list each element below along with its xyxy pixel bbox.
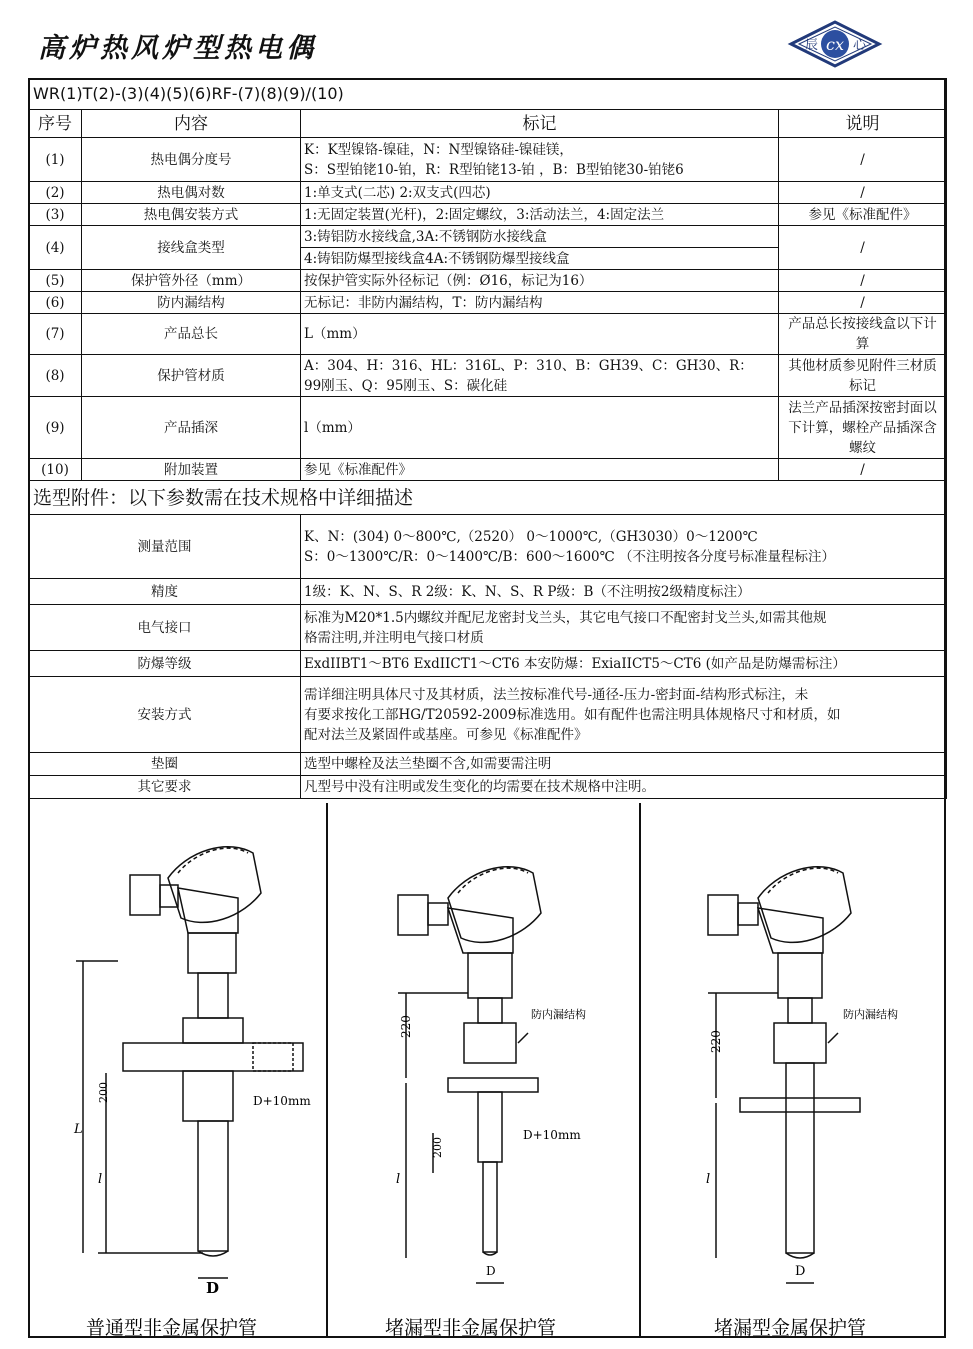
row-note: / bbox=[779, 270, 947, 292]
table-row bbox=[29, 204, 947, 226]
accessory-title: 选型附件：以下参数需在技术规格中详细描述 bbox=[29, 481, 947, 515]
dim-label-L: L bbox=[74, 1122, 83, 1137]
accessory-label: 测量范围 bbox=[29, 515, 301, 579]
logo-left-char: 辰 bbox=[805, 38, 819, 53]
row-no: (2) bbox=[29, 182, 82, 204]
leakproof-label: 防内漏结构 bbox=[531, 1008, 586, 1021]
spec-table bbox=[28, 78, 947, 799]
table-row bbox=[29, 270, 947, 292]
row-no: (9) bbox=[29, 397, 82, 459]
dim-label-D: D bbox=[206, 1279, 220, 1297]
accessory-text: 1级：K、N、S、R 2级：K、N、S、R P级：B（不注明按2级精度标注） bbox=[301, 579, 947, 605]
dim-label-l: l bbox=[98, 1172, 103, 1187]
row-note: / bbox=[779, 226, 947, 270]
dim-label-D: D bbox=[795, 1264, 806, 1279]
model-code-row bbox=[29, 79, 947, 110]
row-content: 附加装置 bbox=[82, 459, 301, 481]
dim-label-l: l bbox=[396, 1172, 401, 1187]
accessory-row bbox=[29, 605, 947, 651]
row-content: 接线盒类型 bbox=[82, 226, 301, 270]
caption-leakproof-metal: 堵漏型金属保护管 bbox=[714, 1317, 867, 1338]
accessory-label: 电气接口 bbox=[29, 605, 301, 651]
accessory-label: 防爆等级 bbox=[29, 651, 301, 677]
accessory-label: 其它要求 bbox=[29, 776, 301, 799]
row-content: 保护管外径（mm） bbox=[82, 270, 301, 292]
row-note: / bbox=[779, 459, 947, 481]
row-no: (10) bbox=[29, 459, 82, 481]
accessory-text: 凡型号中没有注明或发生变化的均需要在技术规格中注明。 bbox=[301, 776, 947, 799]
row-mark: 参见《标准配件》 bbox=[301, 459, 779, 481]
row-mark: 1:单支式(二芯) 2:双支式(四芯) bbox=[301, 182, 779, 204]
drawing-standard-nonmetal bbox=[76, 847, 303, 1278]
row-mark: 1:无固定装置(光杆)，2:固定螺纹，3:活动法兰，4:固定法兰 bbox=[301, 204, 779, 226]
accessory-title-row bbox=[29, 481, 947, 515]
dim-label-d10: D+10mm bbox=[253, 1094, 311, 1108]
table-row bbox=[29, 138, 947, 182]
logo-center-mark: cx bbox=[826, 35, 844, 54]
row-content: 防内漏结构 bbox=[82, 292, 301, 314]
table-row bbox=[29, 292, 947, 314]
row-content: 热电偶对数 bbox=[82, 182, 301, 204]
dim-label-d10: D+10mm bbox=[523, 1128, 581, 1142]
row-note: / bbox=[779, 182, 947, 204]
row-no: (6) bbox=[29, 292, 82, 314]
row-mark: 4:铸铝防爆型接线盒4A:不锈钢防爆型接线盒 bbox=[301, 248, 779, 270]
caption-standard-nonmetal: 普通型非金属保护管 bbox=[86, 1317, 258, 1338]
header-content: 内容 bbox=[82, 110, 301, 138]
row-no: (7) bbox=[29, 314, 82, 355]
row-note: 产品总长按接线盒以下计算 bbox=[779, 314, 947, 355]
caption-leakproof-nonmetal: 堵漏型非金属保护管 bbox=[385, 1317, 557, 1338]
logo-right-char: 心 bbox=[853, 38, 867, 53]
table-row bbox=[29, 355, 947, 397]
drawing-leakproof-metal bbox=[708, 867, 860, 1283]
table-row bbox=[29, 459, 947, 481]
table-row bbox=[29, 314, 947, 355]
accessory-row bbox=[29, 677, 947, 753]
row-mark: K：K型镍铬-镍硅，N：N型镍铬硅-镍硅镁， S：S型铂铑10-铂，R：R型铂铑13-铂 ，B：B型铂铑30-铂铑6 bbox=[301, 138, 779, 182]
row-content: 产品插深 bbox=[82, 397, 301, 459]
header-row bbox=[29, 110, 947, 138]
row-no: (1) bbox=[29, 138, 82, 182]
accessory-label: 精度 bbox=[29, 579, 301, 605]
row-no: (3) bbox=[29, 204, 82, 226]
accessory-text: 选型中螺栓及法兰垫圈不含,如需要需注明 bbox=[301, 753, 947, 776]
header-mark: 标记 bbox=[301, 110, 779, 138]
dim-label-D: D bbox=[486, 1264, 496, 1278]
row-mark: 无标记：非防内漏结构，T：防内漏结构 bbox=[301, 292, 779, 314]
row-mark: 按保护管实际外径标记（例：Ø16，标记为16） bbox=[301, 270, 779, 292]
accessory-label: 垫圈 bbox=[29, 753, 301, 776]
accessory-text: ExdIIBT1～BT6 ExdIICT1～CT6 本安防爆：ExiaIICT5～CT6 (如产品是防爆需标注） bbox=[301, 651, 947, 677]
row-mark: L（mm） bbox=[301, 314, 779, 355]
row-mark: A：304、H：316、HL：316L、P：310、B：GH39、C：GH30、R： 99刚玉、Q：95刚玉、S：碳化硅 bbox=[301, 355, 779, 397]
header-no: 序号 bbox=[29, 110, 82, 138]
row-content: 热电偶分度号 bbox=[82, 138, 301, 182]
dim-label-l: l bbox=[706, 1172, 711, 1187]
dim-label-220: 220 bbox=[709, 1030, 723, 1053]
accessory-row bbox=[29, 776, 947, 799]
row-note: 参见《标准配件》 bbox=[779, 204, 947, 226]
drawing-leakproof-nonmetal bbox=[398, 867, 541, 1283]
row-note: 其他材质参见附件三材质标记 bbox=[779, 355, 947, 397]
row-note: / bbox=[779, 292, 947, 314]
accessory-row bbox=[29, 579, 947, 605]
row-content: 产品总长 bbox=[82, 314, 301, 355]
company-logo bbox=[785, 20, 885, 68]
row-no: (5) bbox=[29, 270, 82, 292]
accessory-text: 需详细注明具体尺寸及其材质，法兰按标准代号-通径-压力-密封面-结构形式标注，未 有要求按化工部HG/T20592-2009标准选用。如有配件也需注明具体规格尺寸和材质，如 配对法兰及紧固件或基座。可参见《标准配件》 bbox=[301, 677, 947, 753]
row-note: 法兰产品插深按密封面以下计算，螺栓产品插深含螺纹 bbox=[779, 397, 947, 459]
row-mark: 3:铸铝防水接线盒,3A:不锈钢防水接线盒 bbox=[301, 226, 779, 248]
row-content: 保护管材质 bbox=[82, 355, 301, 397]
row-no: (4) bbox=[29, 226, 82, 270]
table-row bbox=[29, 182, 947, 204]
dim-label-200: 200 bbox=[431, 1137, 444, 1158]
row-note: / bbox=[779, 138, 947, 182]
row-no: (8) bbox=[29, 355, 82, 397]
row-content: 热电偶安装方式 bbox=[82, 204, 301, 226]
accessory-text: 标准为M20*1.5内螺纹并配尼龙密封戈兰头，其它电气接口不配密封戈兰头,如需其他规 格需注明,并注明电气接口材质 bbox=[301, 605, 947, 651]
leakproof-label: 防内漏结构 bbox=[843, 1008, 898, 1021]
table-row bbox=[29, 397, 947, 459]
model-code: WR(1)T(2)-(3)(4)(5)(6)RF-(7)(8)(9)/(10) bbox=[29, 79, 947, 110]
header-note: 说明 bbox=[779, 110, 947, 138]
accessory-row bbox=[29, 515, 947, 579]
page-title: 高炉热风炉型热电偶 bbox=[38, 33, 317, 64]
drawings-panel bbox=[28, 803, 946, 1338]
accessory-row bbox=[29, 753, 947, 776]
accessory-label: 安装方式 bbox=[29, 677, 301, 753]
dim-label-220: 220 bbox=[399, 1015, 413, 1038]
dim-label-200: 200 bbox=[97, 1082, 110, 1103]
accessory-row bbox=[29, 651, 947, 677]
row-mark: l（mm） bbox=[301, 397, 779, 459]
table-row bbox=[29, 226, 947, 248]
accessory-text: K、N：(304) 0～800℃,（2520） 0～1000℃,（GH3030）0～1200℃ S：0～1300℃/R：0～1400℃/B：600～1600℃ （不注明按各分度号标准量程标注） bbox=[301, 515, 947, 579]
